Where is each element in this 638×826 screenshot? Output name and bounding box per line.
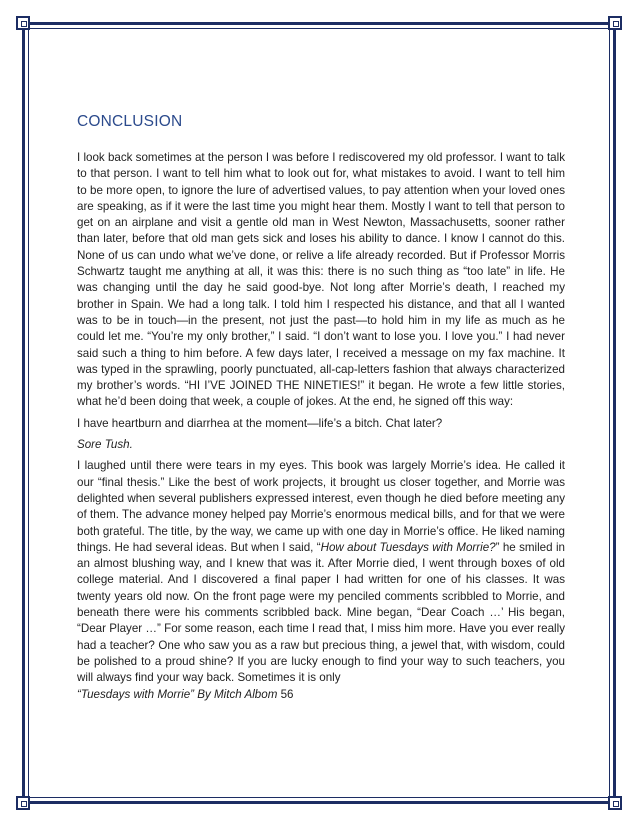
- section-heading: CONCLUSION: [77, 113, 183, 130]
- paragraph-4-text-b: ” he smiled in an almost blushing way, and I knew that was it. After Morrie died, I went through boxes of old college material. And I discovered a final paper I had written for one of his classes. It was twenty years old now. On the front page were my penciled comments scribbled to Morrie, and beneath there were his comments scribbled back. Mine began, “Dear Coach …’ His began, “Dear Player …” For some reason, each time I read that, I miss him more. Have you ever really had a teacher? One who saw you as a raw but precious thing, a jewel that, with wisdom, could be polished to a proud shine? If you are lucky enough to find your way to such teachers, you will always find your way back. Sometimes it is only: [77, 540, 565, 685]
- document-body: [77, 112, 565, 708]
- corner-ornament-top-right: [608, 16, 622, 30]
- corner-ornament-bottom-right: [608, 796, 622, 810]
- book-citation: “Tuesdays with Morrie” By Mitch Albom: [77, 687, 278, 701]
- paragraph-1: I look back sometimes at the person I was before I rediscovered my old professor. I want to talk to that person. I want to tell him what to look out for, what mistakes to avoid. I want to tell him to be more open, to ignore the lure of advertised values, to pay attention when your loved ones are speaking, as if it were the last time you might hear them. Mostly I want to tell that person to get on an airplane and visit a gentle old man in West Newton, Massachusetts, sooner rather than later, before that old man gets sick and loses his ability to dance. I know I cannot do this. None of us can undo what we’ve done, or relive a life already recorded. But if Professor Morris Schwartz taught me anything at all, it was this: there is no such thing as “too late” in life. He was changing until the day he said good-bye. Not long after Morrie’s death, I reached my brother in Spain. We had a long talk. I told him I respected his distance, and that all I wanted was to be in touch—in the present, not just the past—to hold him in my life as much as he could let me. “You’re my only brother,” I said. “I don’t want to lose you. I love you.” I had never said such a thing to him before. A few days later, I received a message on my fax machine. It was typed in the sprawling, poorly punctuated, all-cap-letters fashion that always characterized my brother’s words. “HI I’VE JOINED THE NINETIES!” it began. He wrote a few little stories, what he’d been doing that week, a couple of jokes. At the end, he signed off this way:: [77, 151, 565, 409]
- paragraph-2: I have heartburn and diarrhea at the moment—life’s a bitch. Chat later?: [77, 416, 443, 430]
- page-number: 56: [280, 687, 294, 701]
- paragraph-4-text-a: I laughed until there were tears in my eyes. This book was largely Morrie’s idea. He called it our “final thesis.” Like the best of work projects, it brought us closer together, and Morrie was delighted when several publishers expressed interest, even though he died before meeting any of them. The advance money helped pay Morrie’s enormous medical bills, and for that we were both grateful. The title, by the way, we came up with one day in Morrie’s office. He liked naming things. He had several ideas. But when I said, “: [77, 459, 565, 554]
- paragraph-signoff: Sore Tush.: [77, 438, 133, 452]
- corner-ornament-top-left: [16, 16, 30, 30]
- corner-ornament-bottom-left: [16, 796, 30, 810]
- paragraph-4: [77, 458, 565, 702]
- book-title-quote: How about Tuesdays with Morrie?: [320, 540, 496, 554]
